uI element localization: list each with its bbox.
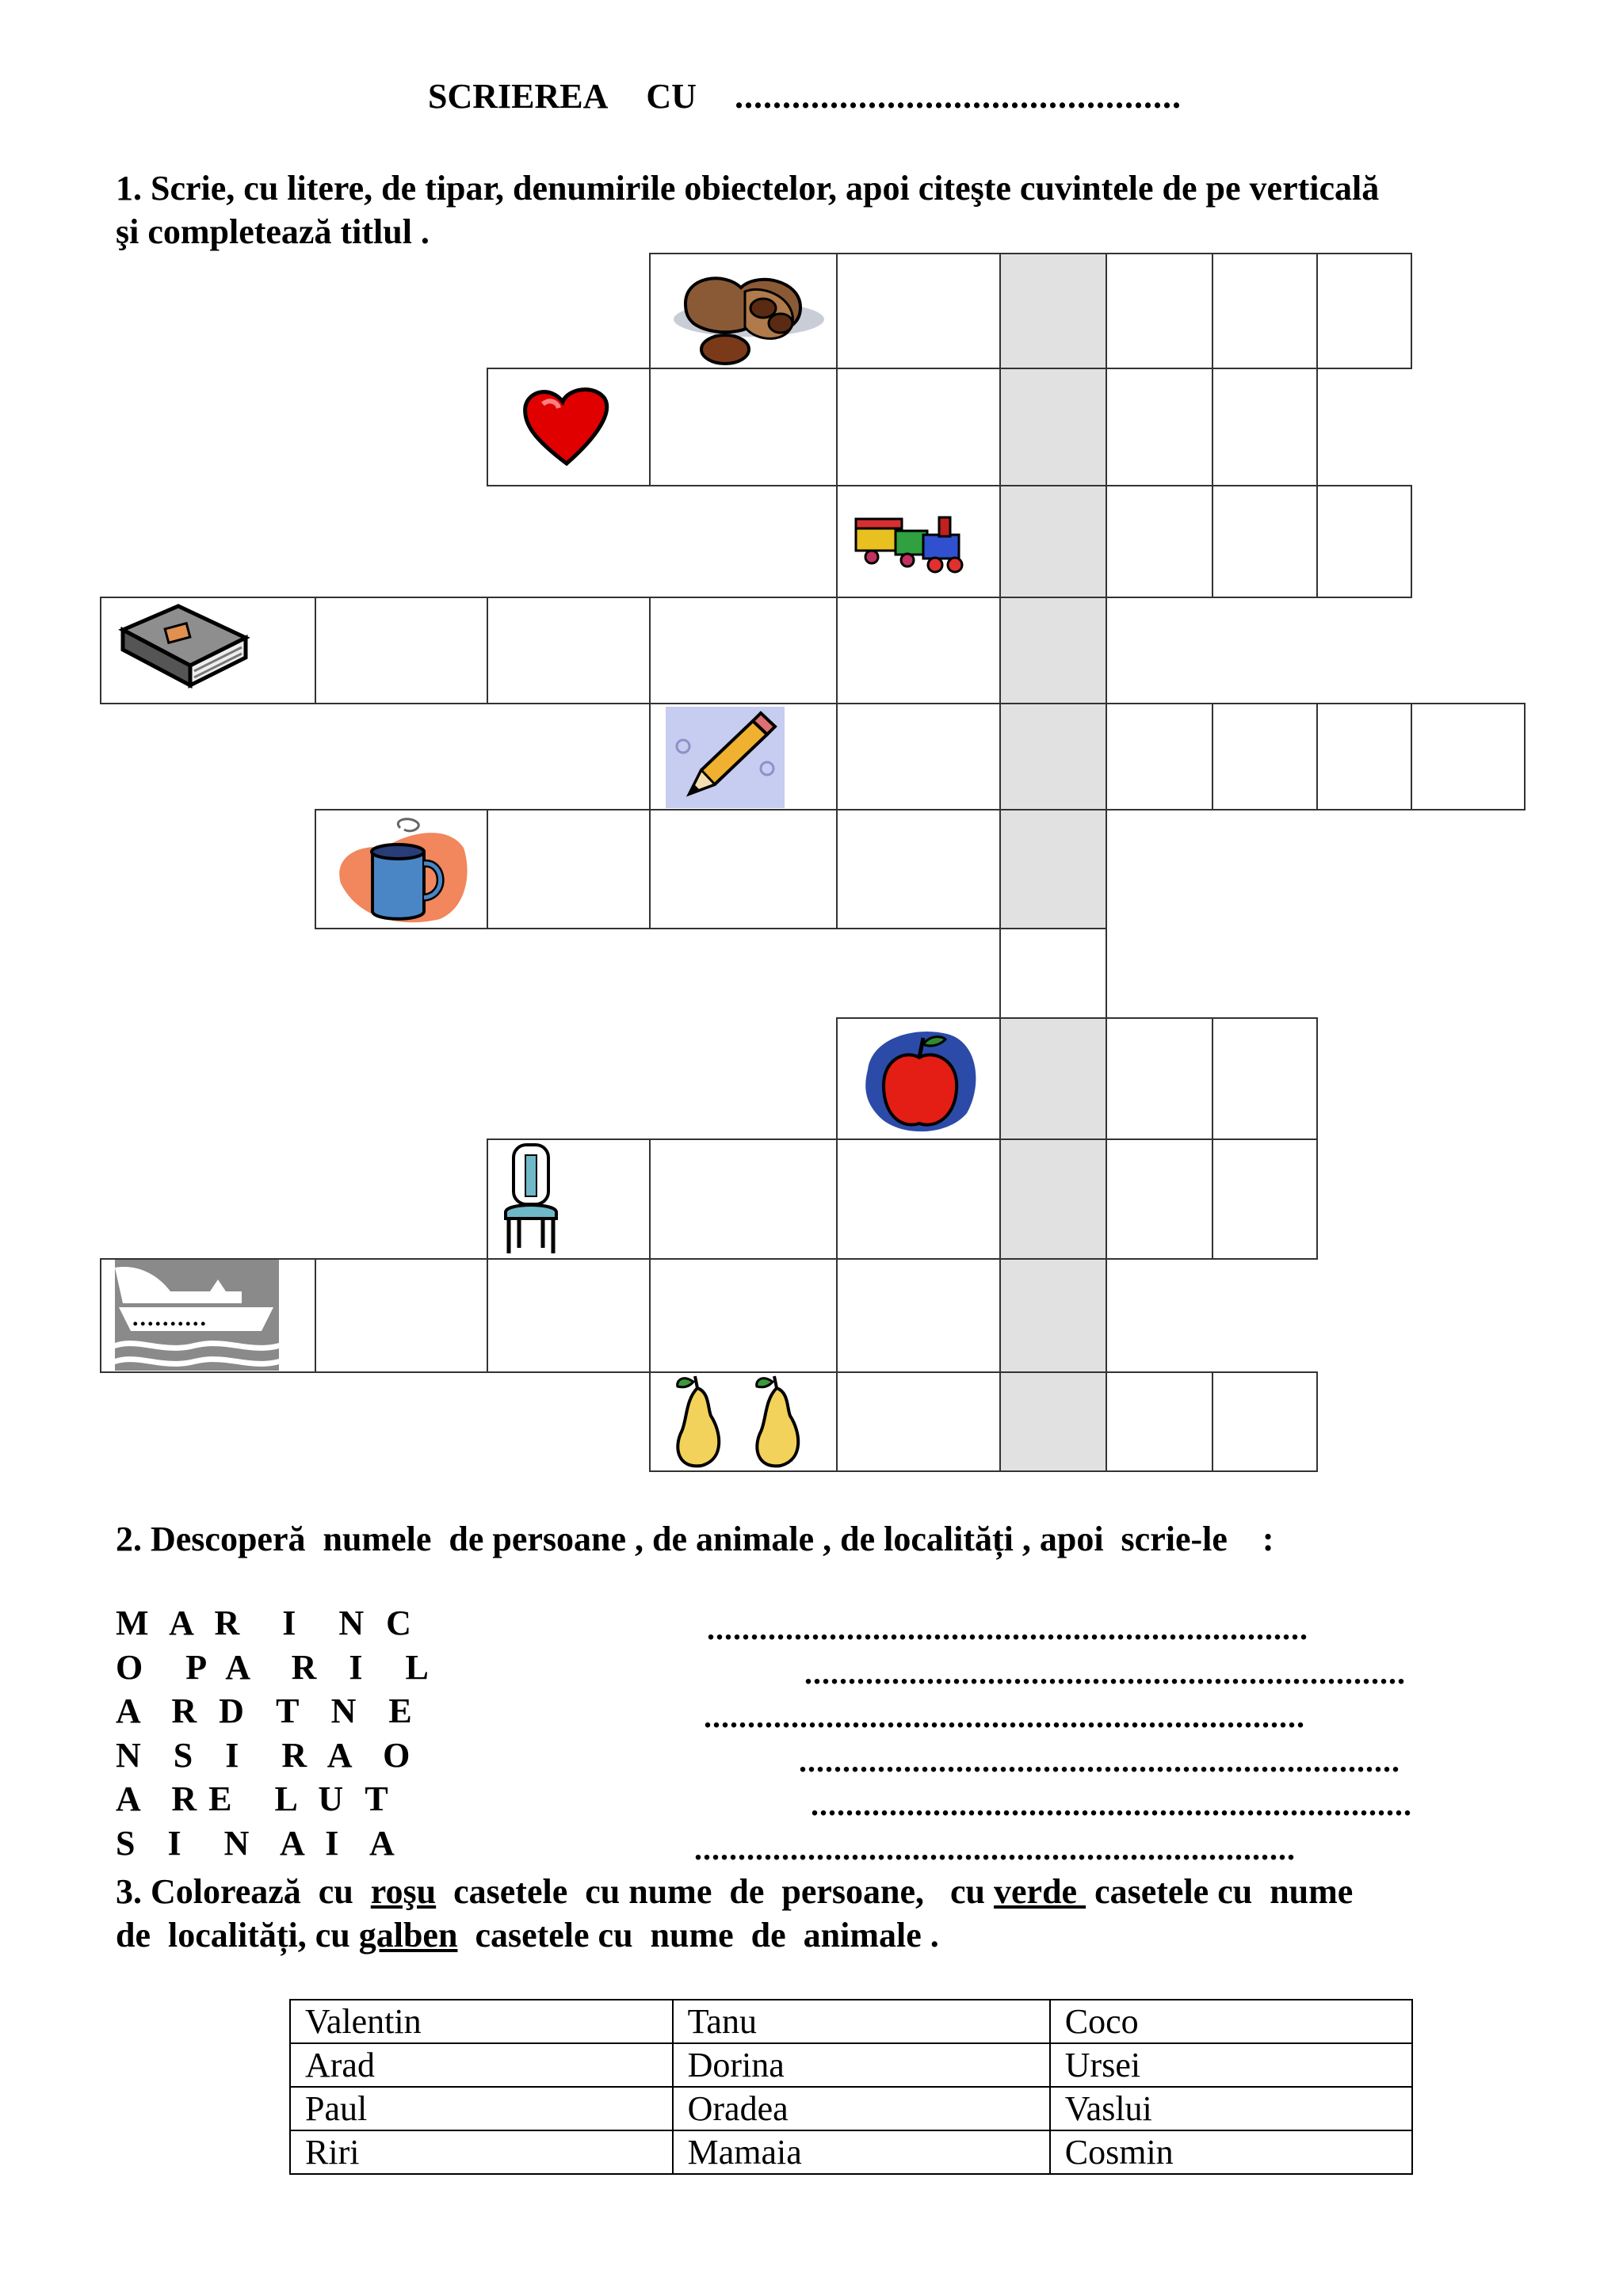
- answer-line-6[interactable]: .....................................................................: [694, 1831, 1296, 1867]
- anagram-6: S I N A I A: [116, 1824, 396, 1863]
- exercise-2-heading: 2. Descoperă numele de persoane , de animale , de localități , apoi scrie-le :: [116, 1520, 1274, 1558]
- crossword-cell[interactable]: [487, 597, 651, 704]
- crossword-cell[interactable]: [1316, 703, 1412, 810]
- key-column-cell[interactable]: [999, 1258, 1107, 1373]
- crossword-cell[interactable]: [836, 368, 1001, 486]
- key-column-cell[interactable]: [999, 368, 1107, 486]
- pears-icon: [662, 1372, 820, 1469]
- crossword-cell[interactable]: [836, 1258, 1001, 1373]
- color-word-red: roşu: [370, 1872, 437, 1911]
- table-row: [290, 2000, 1412, 2043]
- crossword-cell[interactable]: [649, 597, 838, 704]
- anagram-1: M A R I N C: [116, 1604, 413, 1642]
- table-row: [290, 2130, 1412, 2174]
- crossword-cell[interactable]: [836, 809, 1001, 929]
- name-cell[interactable]: Paul: [290, 2087, 673, 2130]
- crossword-cell[interactable]: [1106, 1017, 1213, 1140]
- exercise-1-line-1: 1. Scrie, cu litere, de tipar, denumirile obiectelor, apoi citeşte cuvintele de pe verticală: [116, 169, 1380, 208]
- key-column-cell[interactable]: [999, 485, 1107, 598]
- crossword-cell[interactable]: [836, 1371, 1001, 1472]
- name-cell[interactable]: Ursei: [1050, 2043, 1412, 2087]
- crossword-cell[interactable]: [1212, 1371, 1318, 1472]
- crossword-cell[interactable]: [836, 253, 1001, 369]
- crossword-cell[interactable]: [1212, 703, 1318, 810]
- answer-line-4[interactable]: .....................................................................: [799, 1743, 1400, 1779]
- exercise-3-text: 3. Colorează cu: [116, 1872, 371, 1911]
- key-column-cell[interactable]: [999, 253, 1107, 369]
- anagram-2: O P A R I L: [116, 1648, 430, 1687]
- crossword-cell[interactable]: [1212, 1017, 1318, 1140]
- crossword-cell[interactable]: [1106, 703, 1213, 810]
- exercise-3-line-2: [116, 1913, 939, 1958]
- names-table: [289, 1999, 1413, 2175]
- crossword-cell[interactable]: [1212, 253, 1318, 369]
- table-row: [290, 2043, 1412, 2087]
- crossword-cell[interactable]: [1411, 703, 1526, 810]
- key-column-cell[interactable]: [999, 809, 1107, 929]
- crossword-cell[interactable]: [315, 1258, 488, 1373]
- crossword-cell[interactable]: [649, 1138, 838, 1260]
- name-cell[interactable]: Arad: [290, 2043, 673, 2087]
- chair-icon: [499, 1141, 563, 1256]
- answer-line-5[interactable]: .....................................................................: [811, 1787, 1412, 1822]
- anagram-5: A R E L U T: [116, 1779, 390, 1818]
- name-cell[interactable]: Riri: [290, 2130, 673, 2174]
- exercise-3-line-1: [116, 1870, 1353, 1914]
- crossword-cell[interactable]: [1316, 253, 1412, 369]
- answer-line-1[interactable]: .....................................................................: [707, 1611, 1308, 1646]
- name-cell[interactable]: Coco: [1050, 2000, 1412, 2043]
- ship-dots-label: ..........: [132, 1305, 208, 1331]
- answer-line-2[interactable]: .....................................................................: [804, 1655, 1406, 1691]
- crossword-cell[interactable]: [1106, 253, 1213, 369]
- key-column-cell[interactable]: [999, 1138, 1107, 1260]
- name-cell[interactable]: Tanu: [673, 2000, 1050, 2043]
- crossword-cell[interactable]: [1106, 368, 1213, 486]
- crossword-cell[interactable]: [1316, 485, 1412, 598]
- crossword-cell[interactable]: [1212, 485, 1318, 598]
- ship-icon: [115, 1260, 279, 1371]
- exercise-3-text: casetele cu nume: [1086, 1872, 1354, 1911]
- name-cell[interactable]: Cosmin: [1050, 2130, 1412, 2174]
- crossword-cell[interactable]: [487, 809, 651, 929]
- name-cell[interactable]: Dorina: [673, 2043, 1050, 2087]
- peanut-icon: [662, 256, 828, 367]
- key-column-cell[interactable]: [999, 703, 1107, 810]
- name-cell[interactable]: Valentin: [290, 2000, 673, 2043]
- crossword-cell[interactable]: [315, 597, 488, 704]
- color-word-green: verde: [994, 1872, 1086, 1911]
- crossword-cell[interactable]: [836, 703, 1001, 810]
- book-icon: [115, 598, 254, 701]
- key-column-blank-cell[interactable]: [999, 928, 1107, 1019]
- apple-icon: [852, 1022, 983, 1137]
- crossword-cell[interactable]: [1212, 368, 1318, 486]
- color-word-yellow: galben: [358, 1916, 458, 1955]
- crossword-cell[interactable]: [1106, 1138, 1213, 1260]
- worksheet-title: [428, 76, 1182, 116]
- exercise-3-text: casetele cu nume de persoane, cu: [436, 1872, 995, 1911]
- crossword-cell[interactable]: [649, 809, 838, 929]
- crossword-cell[interactable]: [836, 1138, 1001, 1260]
- title-blank[interactable]: ...............................................: [734, 77, 1182, 116]
- crossword-cell[interactable]: [487, 1258, 651, 1373]
- mug-icon: [329, 812, 475, 927]
- exercise-3-text: casetele cu nume de animale .: [457, 1916, 939, 1955]
- title-word-1: SCRIEREA: [428, 77, 609, 116]
- crossword-cell[interactable]: [649, 1258, 838, 1373]
- crossword-cell[interactable]: [1106, 485, 1213, 598]
- title-word-2: CU: [646, 77, 697, 116]
- exercise-3-text: de localități, cu: [116, 1916, 359, 1955]
- anagram-3: A R D T N E: [116, 1691, 414, 1730]
- answer-line-3[interactable]: .....................................................................: [704, 1699, 1305, 1734]
- crossword-cell[interactable]: [836, 597, 1001, 704]
- train-icon: [852, 511, 971, 578]
- table-row: [290, 2087, 1412, 2130]
- heart-icon: [519, 384, 614, 471]
- crossword-cell[interactable]: [649, 368, 838, 486]
- key-column-cell[interactable]: [999, 1371, 1107, 1472]
- crossword-cell[interactable]: [1212, 1138, 1318, 1260]
- key-column-cell[interactable]: [999, 597, 1107, 704]
- name-cell[interactable]: Oradea: [673, 2087, 1050, 2130]
- pencil-icon: [666, 707, 785, 808]
- exercise-1-line-2: şi completează titlul .: [116, 212, 430, 251]
- key-column-cell[interactable]: [999, 1017, 1107, 1140]
- name-cell[interactable]: Vaslui: [1050, 2087, 1412, 2130]
- anagram-4: N S I R A O: [116, 1736, 412, 1775]
- crossword-cell[interactable]: [1106, 1371, 1213, 1472]
- name-cell[interactable]: Mamaia: [673, 2130, 1050, 2174]
